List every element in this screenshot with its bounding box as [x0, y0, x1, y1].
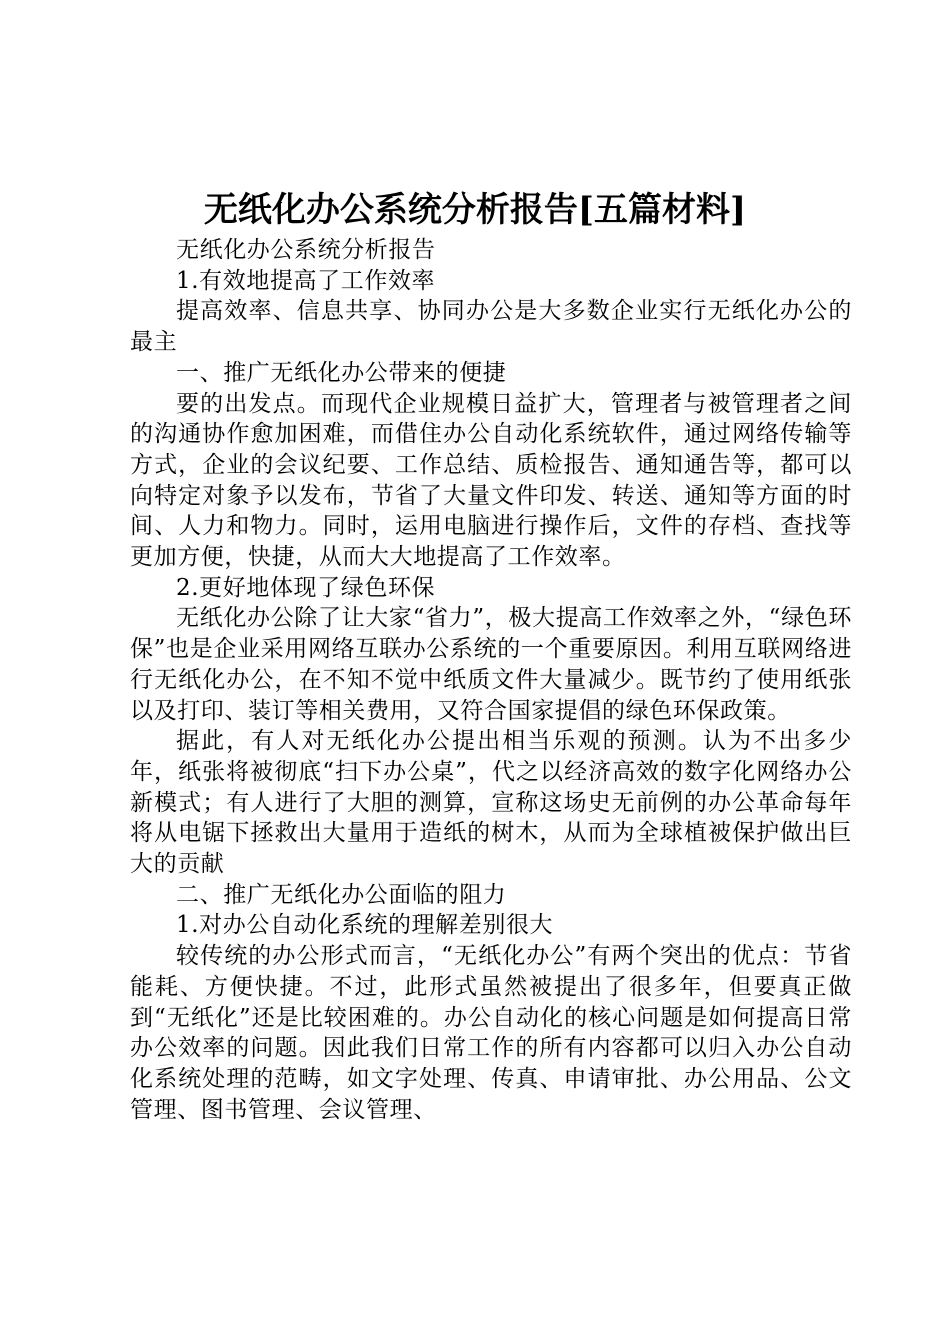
paragraph: 无纸化办公除了让大家“省力”，极大提高工作效率之外，“绿色环保”也是企业采用网络互联办公系统的一个重要原因。利用互联网络进行无纸化办公，在不知不觉中纸质文件大量减少。既节约了使用纸张以及打印、装订等相关费用，又符合国家提倡的绿色环保政策。	[130, 605, 852, 724]
paragraph-heading-1: 1.有效地提高了工作效率	[176, 267, 436, 294]
paragraph: 较传统的办公形式而言，“无纸化办公”有两个突出的优点：节省能耗、方便快捷。不过，此形式虽然被提出了很多年，但要真正做到“无纸化”还是比较困难的。办公自动化的核心问题是如何提高日常办公效率的问题。因此我们日常工作的所有内容都可以归入办公自动化系统处理的范畴，如文字处理、传真、申请审批、办公用品、公文管理、图书管理、会议管理、	[130, 943, 852, 1123]
document-title: 无纸化办公系统分析报告[五篇材料]	[203, 190, 747, 230]
paragraph: 据此，有人对无纸化办公提出相当乐观的预测。认为不出多少年，纸张将被彻底“扫下办公桌”，代之以经济高效的数字化网络办公新模式；有人进行了大胆的测算，宣称这场史无前例的办公革命每年将从电锯下拯救出大量用于造纸的树木，从而为全球植被保护做出巨大的贡献	[130, 728, 852, 878]
paragraph-subtitle: 无纸化办公系统分析报告	[176, 237, 436, 263]
paragraph-heading-3: 1.对办公自动化系统的理解差别很大	[176, 912, 554, 939]
section-heading-2: 二、推广无纸化办公面临的阻力	[176, 881, 507, 908]
paragraph: 要的出发点。而现代企业规模日益扩大，管理者与被管理者之间的沟通协作愈加困难，而借住办公自动化系统软件，通过网络传输等方式，企业的会议纪要、工作总结、质检报告、通知通告等，都可以向特定对象予以发布，节省了大量文件印发、转送、通知等方面的时间、人力和物力。同时，运用电脑进行操作后，文件的存档、查找等更加方便，快捷，从而大大地提高了工作效率。	[130, 390, 852, 571]
document-body	[130, 235, 852, 1125]
paragraph-heading-2: 2.更好地体现了绿色环保	[176, 574, 436, 601]
section-heading-1: 一、推广无纸化办公带来的便捷	[176, 359, 507, 386]
paragraph: 提高效率、信息共享、协同办公是大多数企业实行无纸化办公的最主	[130, 298, 852, 356]
